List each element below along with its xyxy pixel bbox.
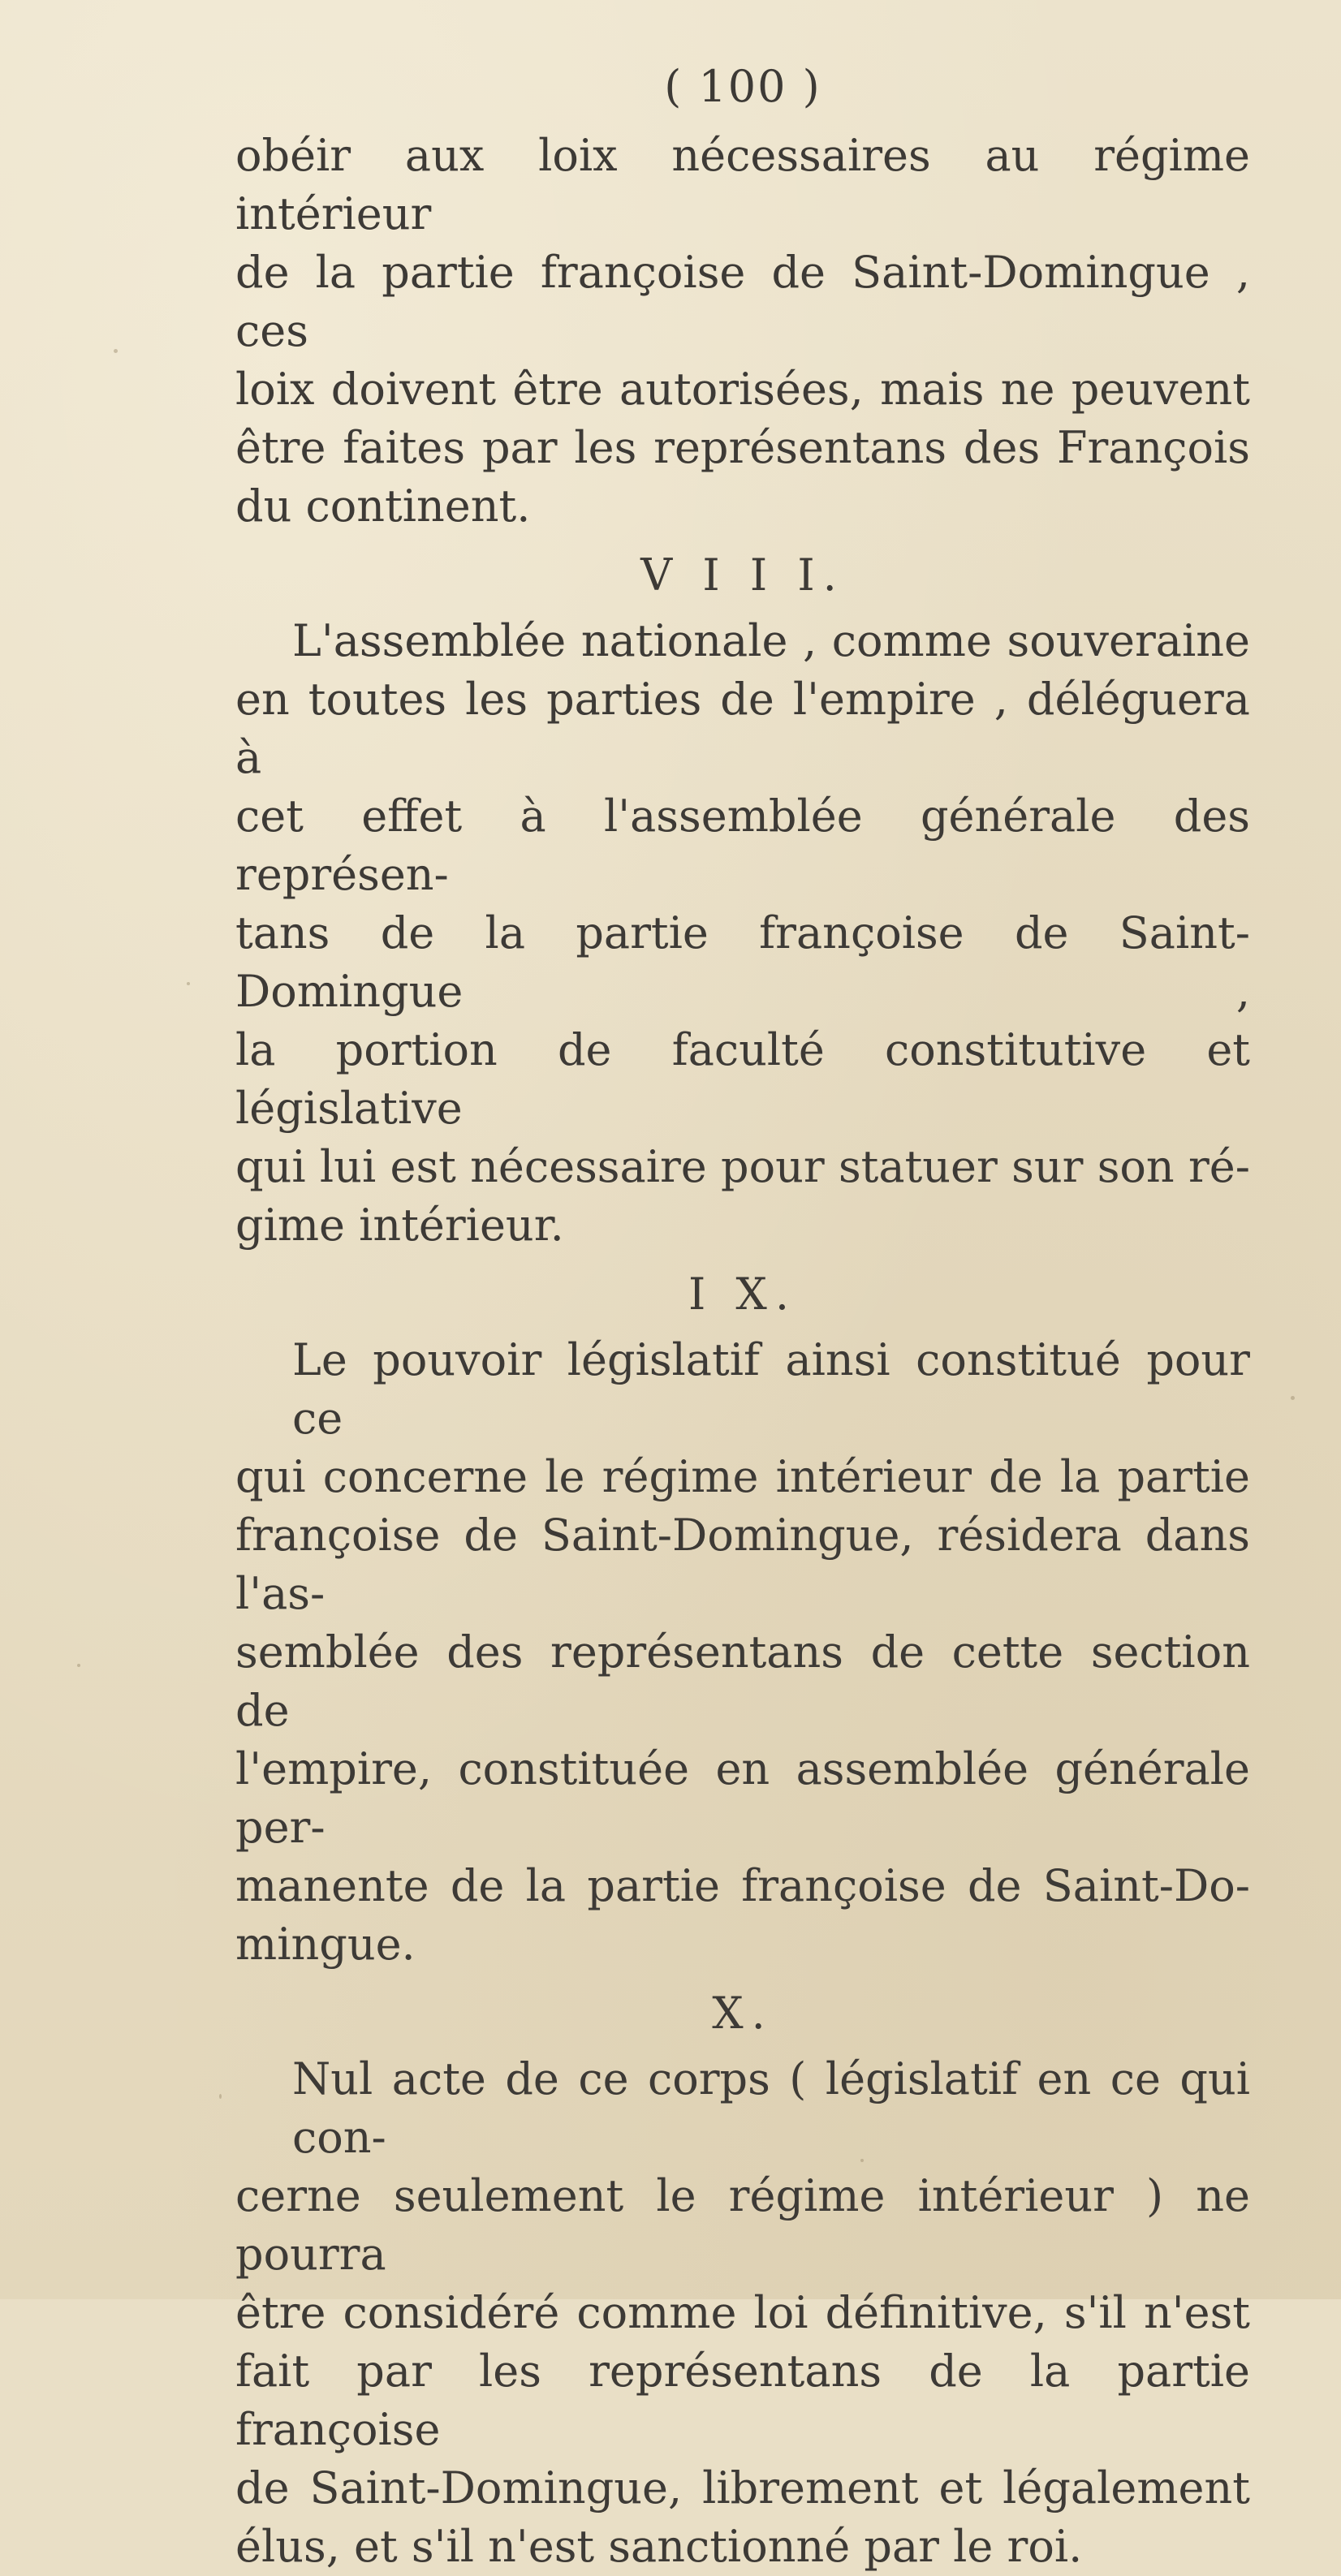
text-line: L'assemblée nationale , comme souveraine <box>292 615 1250 666</box>
text-line: cet effet à l'assemblée générale des représen- <box>235 790 1250 900</box>
text-line: être faites par les représentans des François <box>235 422 1250 473</box>
text-line: du continent. <box>235 480 531 532</box>
paragraph <box>235 1331 1250 1974</box>
paper-speck <box>114 349 118 353</box>
article-heading: V I I I. <box>640 549 845 601</box>
text-line: de la partie françoise de Saint-Domingue , ces <box>235 247 1250 356</box>
text-line: de Saint-Domingue, librement et légalement <box>235 2462 1250 2514</box>
text-line: françoise de Saint-Domingue, résidera dans l'as- <box>235 1510 1250 1619</box>
article-heading: X. <box>712 1988 774 2039</box>
paper-speck <box>1291 1396 1295 1400</box>
text-line: cerne seulement le régime intérieur ) ne pourra <box>235 2170 1250 2280</box>
text-line: loix doivent être autorisées, mais ne peuvent <box>235 364 1250 415</box>
page-text <box>235 61 1250 2576</box>
text-line: manente de la partie françoise de Saint-Do- <box>235 1860 1250 1911</box>
text-line: tans de la partie françoise de Saint-Domingue , <box>235 907 1250 1017</box>
text-line: la portion de faculté constitutive et législative <box>235 1024 1250 1134</box>
text-line: l'empire, constituée en assemblée générale per- <box>235 1743 1250 1853</box>
text-line: Le pouvoir législatif ainsi constitué pour ce <box>292 1334 1250 1444</box>
text-line: élus, et s'il n'est sanctionné par le roi. <box>235 2521 1083 2572</box>
text-line: être considéré comme loi définitive, s'il n'est <box>235 2287 1250 2338</box>
paper-speck <box>219 2094 222 2099</box>
text-line: en toutes les parties de l'empire , déléguera à <box>235 674 1250 783</box>
text-line: mingue. <box>235 1919 416 1970</box>
paragraph <box>235 127 1250 536</box>
paragraph <box>235 2050 1250 2576</box>
page-number: ( 100 ) <box>664 61 821 112</box>
text-line: fait par les représentans de la partie françoise <box>235 2346 1250 2455</box>
text-line: obéir aux loix nécessaires au régime intérieur <box>235 130 1250 239</box>
text-line: gime intérieur. <box>235 1200 564 1251</box>
text-line: semblée des représentans de cette section de <box>235 1626 1250 1736</box>
paper-speck <box>187 982 190 985</box>
text-line: Nul acte de ce corps ( législatif en ce qui con- <box>292 2053 1250 2163</box>
paragraph <box>235 612 1250 1255</box>
paper-speck <box>77 1664 80 1667</box>
text-line: qui concerne le régime intérieur de la partie <box>235 1451 1250 1502</box>
text-line: qui lui est nécessaire pour statuer sur son ré- <box>235 1141 1250 1192</box>
article-heading: I X. <box>688 1269 798 1320</box>
